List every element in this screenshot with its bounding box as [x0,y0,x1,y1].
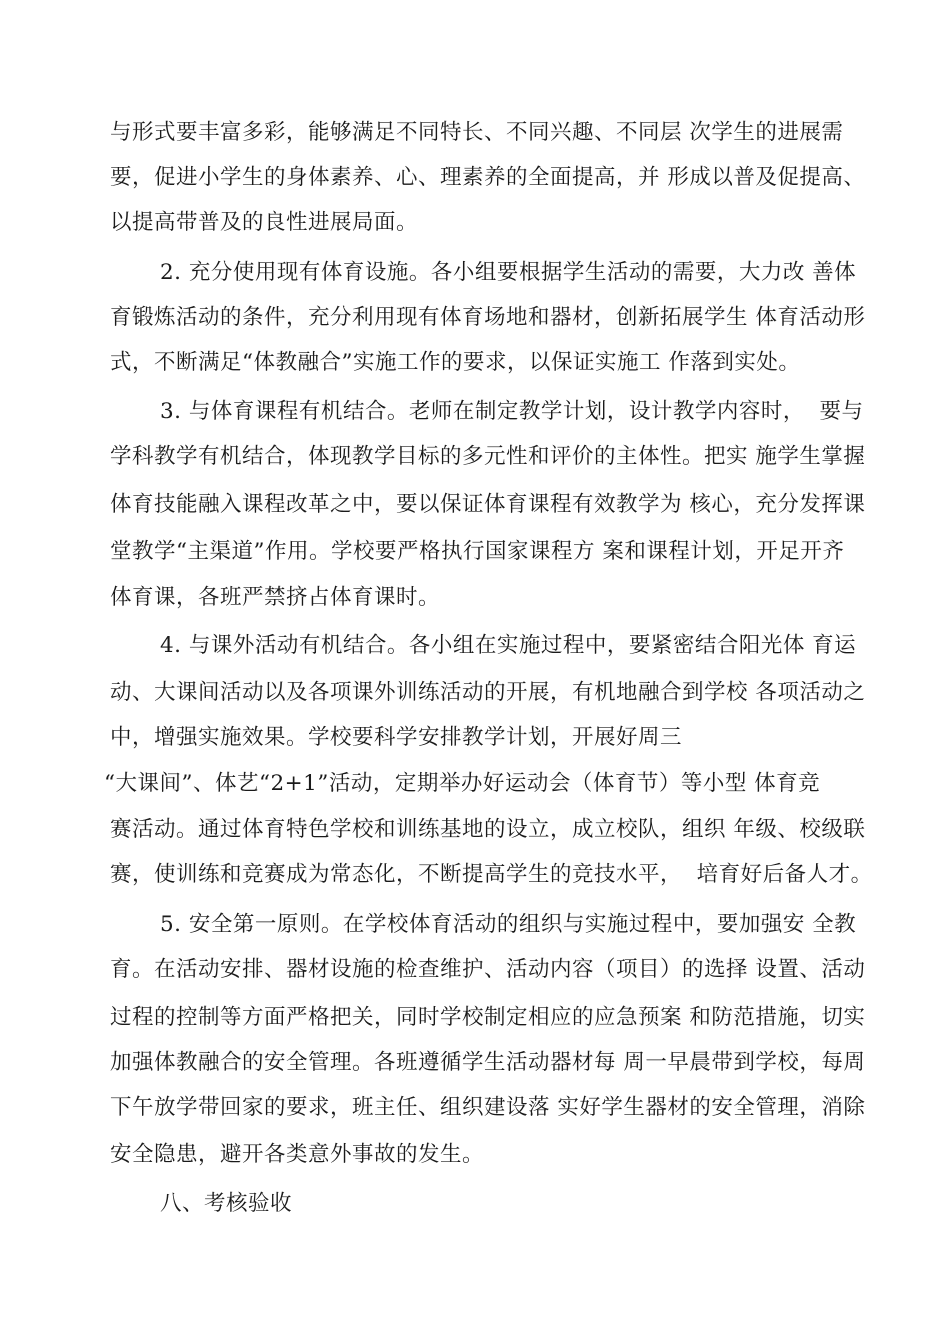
paragraph-5-line: 育。在活动安排、器材设施的检查维护、活动内容（项目）的选择 设置、活动 [110,957,866,982]
paragraph-5-line: 下午放学带回家的要求，班主任、组织建设落 实好学生器材的安全管理，消除 [110,1095,866,1120]
paragraph-intro-line: 以提高带普及的良性进展局面。 [110,210,419,235]
section-heading: 八、考核验收 [160,1191,293,1216]
paragraph-4-line: 赛，使训练和竞赛成为常态化，不断提高学生的竞技水平， 培育好后备人才。 [110,862,873,887]
paragraph-5-line: 安全隐患，避开各类意外事故的发生。 [110,1142,485,1167]
paragraph-2-line: 育锻炼活动的条件，充分利用现有体育场地和器材，创新拓展学生 体育活动形 [110,305,866,330]
paragraph-3-line: 堂教学“主渠道”作用。学校要严格执行国家课程方 案和课程计划，开足开齐 [110,539,845,564]
paragraph-3-line: 体育课，各班严禁挤占体育课时。 [110,585,441,610]
paragraph-5-line: 加强体教融合的安全管理。各班遵循学生活动器材每 周一早晨带到学校，每周 [110,1050,866,1075]
paragraph-5-line: 过程的控制等方面严格把关，同时学校制定相应的应急预案 和防范措施，切实 [110,1005,866,1030]
paragraph-4-line: 动、大课间活动以及各项课外训练活动的开展，有机地融合到学校 各项活动之 [110,680,866,705]
paragraph-2-line: 2. 充分使用现有体育设施。各小组要根据学生活动的需要，大力改 善体 [160,260,857,285]
paragraph-2-line: 式，不断满足“体教融合”实施工作的要求，以保证实施工 作落到实处。 [110,350,801,375]
paragraph-3-line: 学科教学有机结合，体现教学目标的多元性和评价的主体性。把实 施学生掌握 [110,444,866,469]
paragraph-4-line: “大课间”、体艺“2+1”活动，定期举办好运动会（体育节）等小型 体育竞 [104,771,821,796]
paragraph-intro-line: 要，促进小学生的身体素养、心、理素养的全面提高，并 形成以普及促提高、 [110,165,866,190]
paragraph-5-line: 5. 安全第一原则。在学校体育活动的组织与实施过程中，要加强安 全教 [160,912,857,937]
paragraph-4-line: 4. 与课外活动有机结合。各小组在实施过程中，要紧密结合阳光体 育运 [160,633,857,658]
paragraph-3-line: 3. 与体育课程有机结合。老师在制定教学计划，设计教学内容时， 要与 [160,399,864,424]
paragraph-3-line: 体育技能融入课程改革之中，要以保证体育课程有效教学为 核心，充分发挥课 [110,492,866,517]
paragraph-4-line: 中，增强实施效果。学校要科学安排教学计划，开展好周三 [110,725,683,750]
paragraph-4-line: 赛活动。通过体育特色学校和训练基地的设立，成立校队，组织 年级、校级联 [110,817,866,842]
paragraph-intro-line: 与形式要丰富多彩，能够满足不同特长、不同兴趣、不同层 次学生的进展需 [110,120,844,145]
